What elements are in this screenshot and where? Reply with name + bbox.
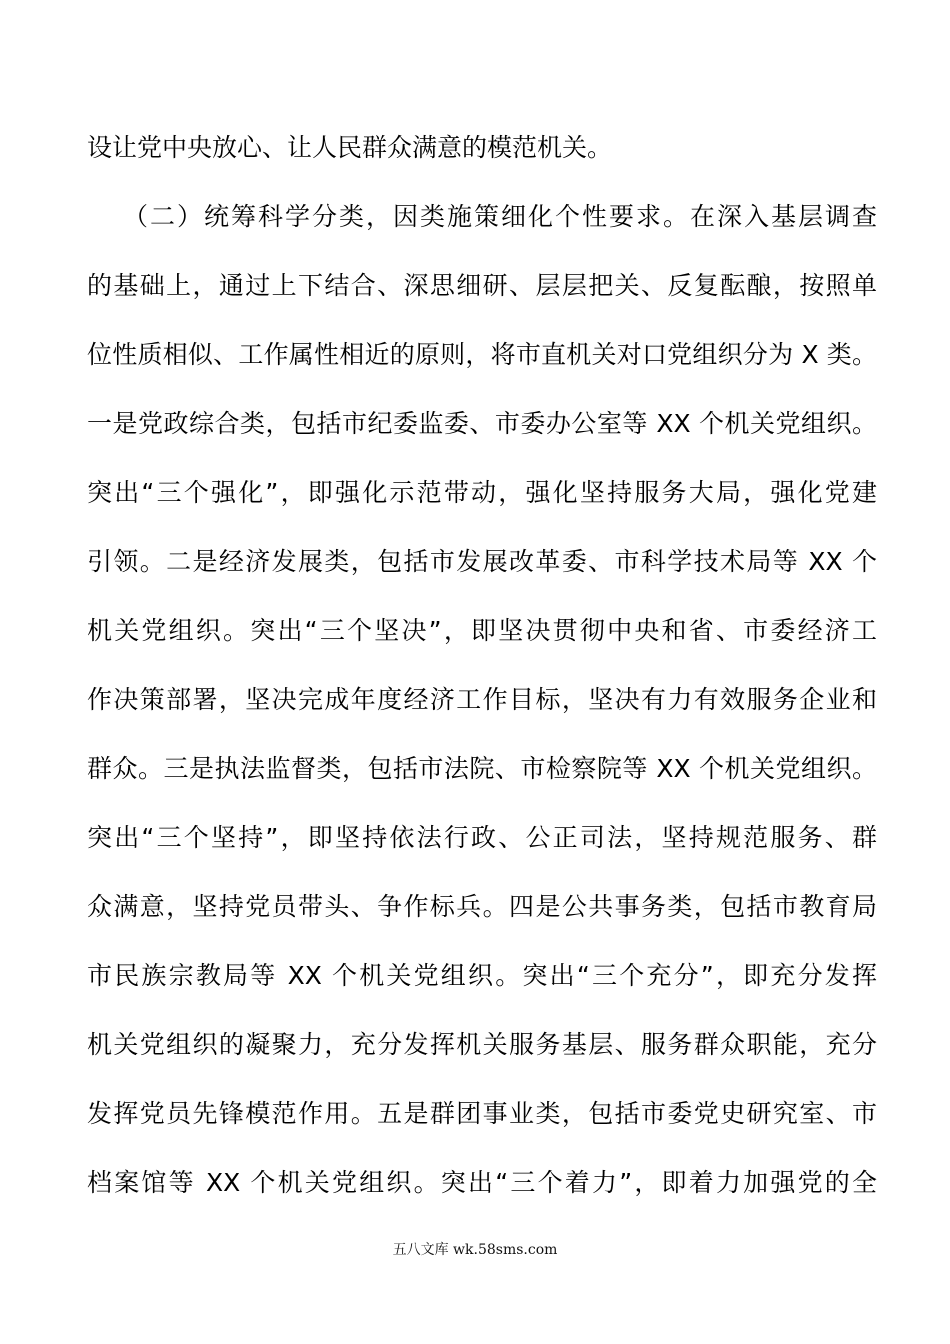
text-line: 突出“三个强化”，即强化示范带动，强化坚持服务大局，强化党建 bbox=[87, 478, 877, 507]
text-line: 机关党组织的凝聚力，充分发挥机关服务基层、服务群众职能，充分 bbox=[87, 1030, 877, 1059]
body-text bbox=[87, 118, 877, 1222]
text-line: 发挥党员先锋模范作用。五是群团事业类，包括市委党史研究室、市 bbox=[87, 1099, 877, 1128]
text-line: 众满意，坚持党员带头、争作标兵。四是公共事务类，包括市教育局 bbox=[87, 892, 877, 921]
footer-watermark: 五八文库 wk.58sms.com bbox=[392, 1242, 558, 1258]
text-line: 引领。二是经济发展类，包括市发展改革委、市科学技术局等 XX 个 bbox=[87, 547, 877, 576]
text-line: 机关党组织。突出“三个坚决”，即坚决贯彻中央和省、市委经济工 bbox=[87, 616, 877, 645]
text-line: 档案馆等 XX 个机关党组织。突出“三个着力”，即着力加强党的全 bbox=[87, 1168, 877, 1197]
text-line: 群众。三是执法监督类，包括市法院、市检察院等 XX 个机关党组织。 bbox=[87, 754, 877, 783]
text-line: 设让党中央放心、让人民群众满意的模范机关。 bbox=[87, 133, 613, 162]
text-line: 位性质相似、工作属性相近的原则，将市直机关对口党组织分为 X 类。 bbox=[87, 340, 877, 369]
text-line: （二）统筹科学分类，因类施策细化个性要求。在深入基层调查 bbox=[123, 202, 877, 231]
text-line: 作决策部署，坚决完成年度经济工作目标，坚决有力有效服务企业和 bbox=[87, 685, 877, 714]
text-line: 市民族宗教局等 XX 个机关党组织。突出“三个充分”，即充分发挥 bbox=[87, 961, 877, 990]
text-line: 一是党政综合类，包括市纪委监委、市委办公室等 XX 个机关党组织。 bbox=[87, 409, 877, 438]
text-line: 的基础上，通过上下结合、深思细研、层层把关、反复酝酿，按照单 bbox=[87, 271, 877, 300]
text-line: 突出“三个坚持”，即坚持依法行政、公正司法，坚持规范服务、群 bbox=[87, 823, 877, 852]
